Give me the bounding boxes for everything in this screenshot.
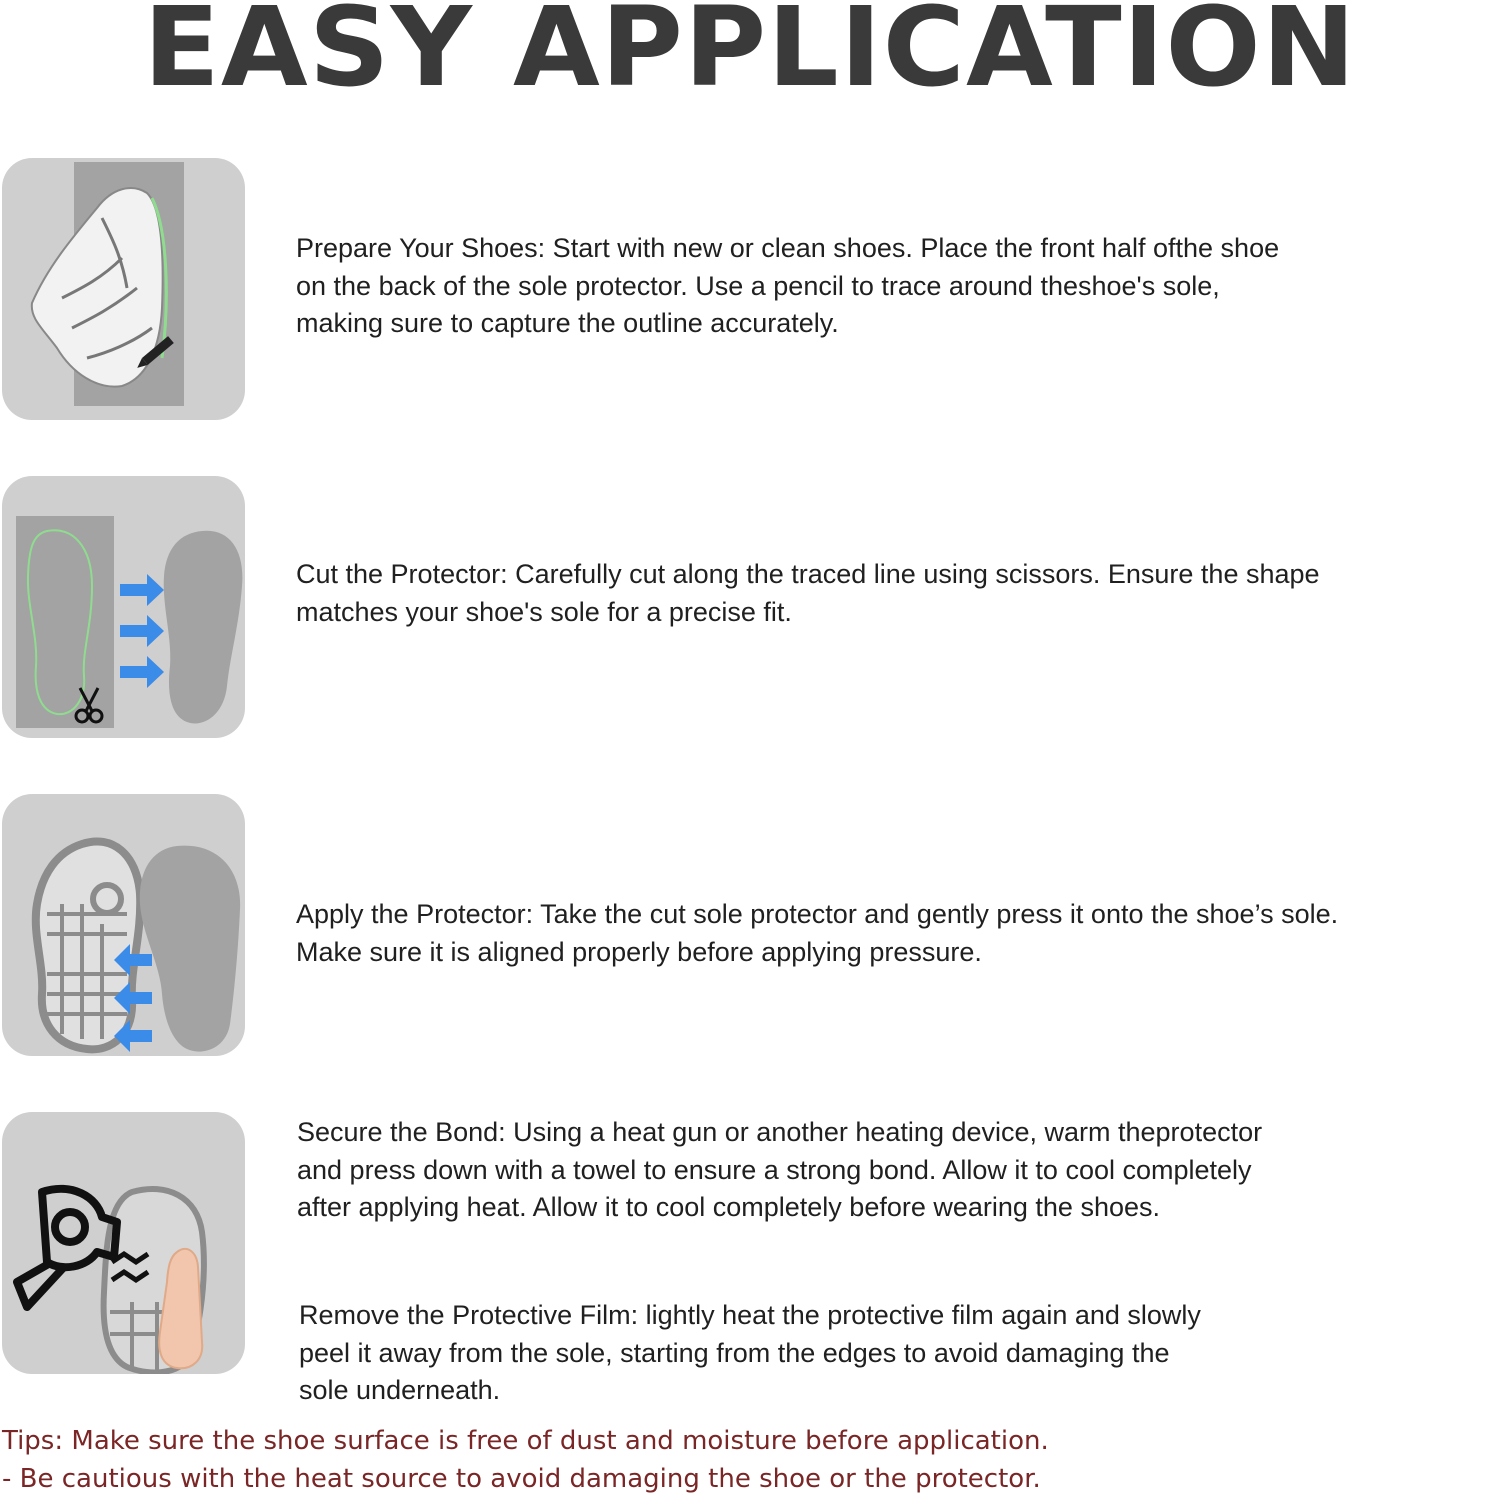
sole-applying-arrows-icon <box>2 794 245 1056</box>
tip-heat: - Be cautious with the heat source to avoid damaging the shoe or the protector. <box>2 1464 1041 1494</box>
sole-cutting-scissors-icon <box>2 476 245 738</box>
step-cut-text: Cut the Protector: Carefully cut along the traced line using scissors. Ensure the shape matches your shoe's sole for a precise fit. <box>296 559 1320 627</box>
step-secure-text: Secure the Bond: Using a heat gun or another heating device, warm theprotector and press down with a towel to ensure a strong bond. Allow it to cool completely after applying heat. Allow it to cool completely before wearing the shoes. <box>297 1117 1263 1222</box>
shoe-tracing-pencil-icon <box>2 158 245 420</box>
tip-dust: Tips: Make sure the shoe surface is free of dust and moisture before application. <box>2 1426 1049 1456</box>
page-title: EASY APPLICATION <box>143 0 1357 111</box>
step-apply-text: Apply the Protector: Take the cut sole protector and gently press it onto the shoe’s sole. Make sure it is aligned properly before applying pressure. <box>296 899 1339 967</box>
step-remove-text: Remove the Protective Film: lightly heat the protective film again and slowly peel it away from the sole, starting from the edges to avoid damaging the sole underneath. <box>299 1300 1201 1405</box>
heat-gun-hand-press-icon <box>2 1112 245 1374</box>
step-prepare-text: Prepare Your Shoes: Start with new or clean shoes. Place the front half ofthe shoe on the back of the sole protector. Use a pencil to trace around theshoe's sole, making sure to capture the outline accurately. <box>296 233 1280 338</box>
